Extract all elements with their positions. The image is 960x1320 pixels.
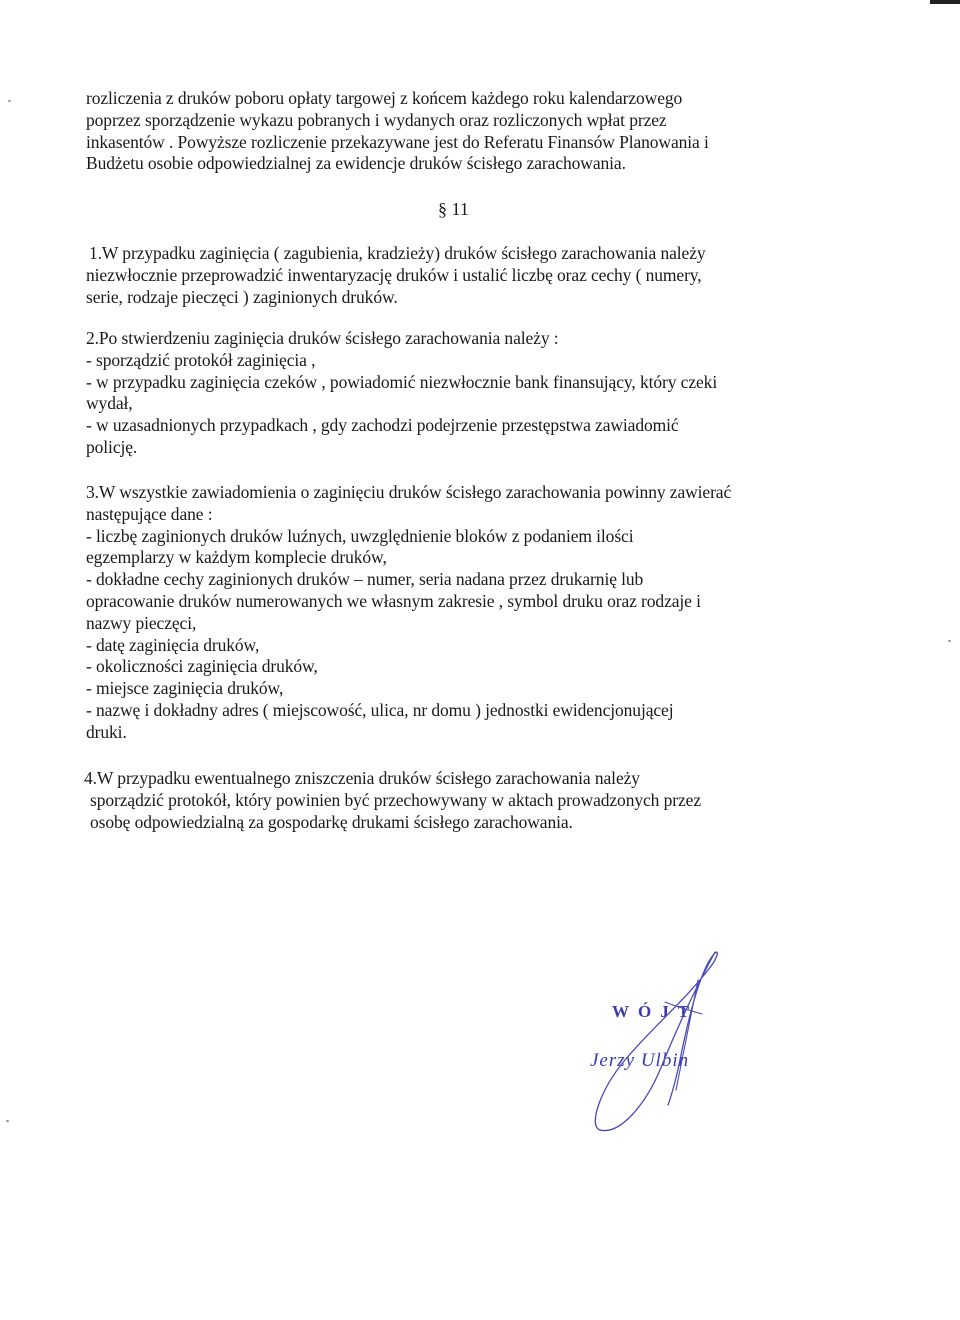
- text-line: rozliczenia z druków poboru opłaty targowej z końcem każdego roku kalendarzowego: [86, 88, 683, 108]
- text-line: 4.W przypadku ewentualnego zniszczenia druków ścisłego zarachowania należy: [84, 768, 640, 788]
- text-line: - okoliczności zaginięcia druków,: [86, 656, 318, 677]
- text-line: 2.Po stwierdzeniu zaginięcia druków ścisłego zarachowania należy :: [86, 328, 559, 348]
- text-line: następujące dane :: [86, 503, 213, 524]
- stamp-name: Jerzy Ulbin: [590, 1050, 690, 1071]
- text-line: 3.W wszystkie zawiadomienia o zaginięciu druków ścisłego zarachowania powinny zawierać: [86, 482, 732, 502]
- section-heading: § 11: [438, 199, 469, 219]
- text-line: poprzez sporządzenie wykazu pobranych i wydanych oraz rozliczonych wpłat przez: [86, 109, 667, 130]
- text-line: - liczbę zaginionych druków luźnych, uwzględnienie bloków z podaniem ilości: [86, 525, 634, 546]
- text-line: - dokładne cechy zaginionych druków – numer, seria nadana przez drukarnię lub: [86, 569, 644, 590]
- text-line: inkasentów . Powyższe rozliczenie przekazywane jest do Referatu Finansów Planowania i: [86, 131, 709, 152]
- scan-edge-mark: [930, 0, 960, 4]
- text-line: serie, rodzaje pieczęci ) zaginionych druków.: [86, 286, 398, 307]
- stamp-title: WÓJT: [612, 1002, 699, 1021]
- scan-speck: [8, 100, 11, 102]
- text-line: egzemplarzy w każdym komplecie druków,: [86, 547, 387, 568]
- text-line: policję.: [86, 436, 138, 457]
- text-line: osobę odpowiedzialną za gospodarkę drukami ścisłego zarachowania.: [90, 811, 573, 832]
- text-line: - nazwę i dokładny adres ( miejscowość, ulica, nr domu ) jednostki ewidencjonującej: [86, 699, 674, 720]
- text-line: wydał,: [86, 393, 133, 414]
- scan-speck: [948, 640, 951, 642]
- text-line: Budżetu osobie odpowiedzialnej za ewidencje druków ścisłego zarachowania.: [86, 153, 626, 174]
- paragraph-2: [86, 328, 816, 459]
- text-line: opracowanie druków numerowanych we własnym zakresie , symbol druku oraz rodzaje i: [86, 590, 701, 611]
- text-line: - miejsce zaginięcia druków,: [86, 678, 284, 699]
- text-line: 1.W przypadku zaginięcia ( zagubienia, kradzieży) druków ścisłego zarachowania należy: [89, 243, 706, 263]
- text-line: - w przypadku zaginięcia czeków , powiadomić niezwłocznie bank finansujący, który czeki: [86, 371, 718, 392]
- text-line: nazwy pieczęci,: [86, 612, 197, 633]
- text-line: - sporządzić protokół zaginięcia ,: [86, 349, 316, 370]
- intro-paragraph: [86, 88, 816, 175]
- text-line: druki.: [86, 721, 127, 742]
- text-line: niezwłocznie przeprowadzić inwentaryzację druków i ustalić liczbę oraz cechy ( numery,: [86, 264, 702, 285]
- paragraph-4: [84, 768, 814, 833]
- official-stamp: [580, 940, 760, 1140]
- scan-speck: [6, 1120, 9, 1122]
- text-line: - w uzasadnionych przypadkach , gdy zachodzi podejrzenie przestępstwa zawiadomić: [86, 415, 679, 436]
- handwritten-signature: [580, 940, 760, 1140]
- paragraph-1: [86, 243, 816, 308]
- paragraph-3: [86, 482, 816, 744]
- text-line: - datę zaginięcia druków,: [86, 634, 260, 655]
- text-line: sporządzić protokół, który powinien być przechowywany w aktach prowadzonych przez: [90, 789, 701, 810]
